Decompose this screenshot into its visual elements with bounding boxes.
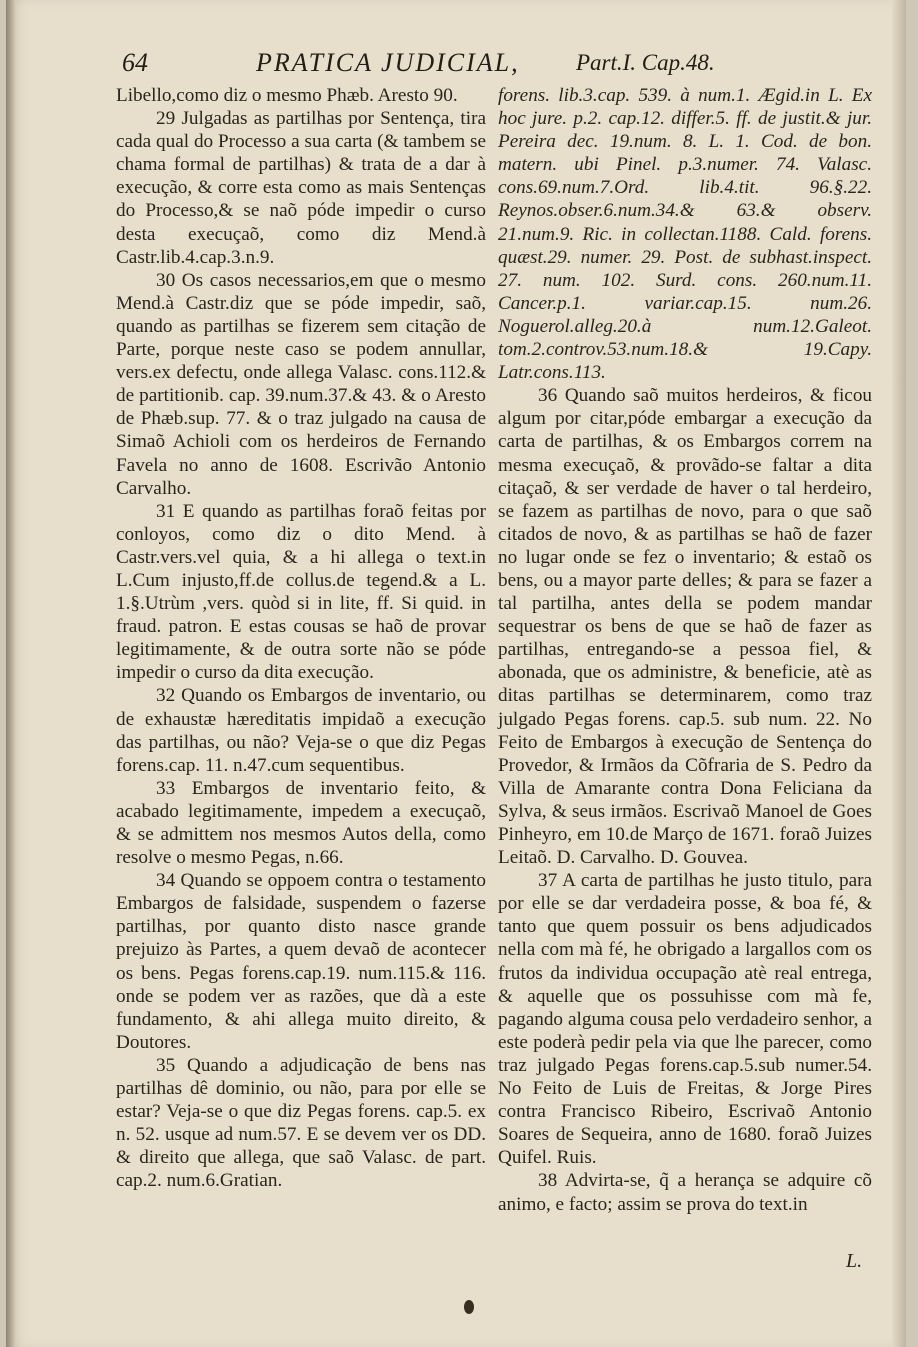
page-number: 64: [122, 48, 148, 77]
paragraph-29: [116, 107, 486, 269]
paragraph-continued: [116, 84, 486, 107]
part-chapter: Part.I. Cap.48.: [576, 50, 715, 75]
paragraph-text: Julgadas as partilhas por Sentença, tira cada qual do Processo a sua carta (& tambem se chama formal de partilhas) & trata de a dar à execução, & corre esta como as mais Sentenças do Processo,& se naõ póde impedir o curso desta execuçaõ, como diz Mend.à Castr.lib.4.cap.3.n.9.: [116, 108, 486, 268]
book-page: [6, 0, 906, 1347]
paragraph-text: Quando os Embargos de inventario, ou de exhaustæ hæreditatis impidaõ a execução das partilhas, ou não? Veja-se o que diz Pegas forens.cap. 11. n.47.cum sequentibus.: [116, 685, 486, 776]
paragraph-37: [498, 869, 872, 1169]
paragraph-number: 36: [538, 385, 558, 407]
paragraph-34: [116, 869, 486, 1054]
paragraph-number: 35: [156, 1054, 176, 1076]
paragraph-33: [116, 777, 486, 869]
paragraph-number: 32: [156, 685, 176, 707]
ink-blot: [464, 1300, 474, 1314]
paragraph-text: Os casos necessarios,em que o mesmo Mend.à Castr.diz que se póde impedir, saõ, quando as partilhas se fizerem sem citação de Parte, porque neste caso se podem annullar, vers.ex defectu, onde allega Valasc. cons.112.& de partitionib. cap. 39.num.37.& 43. & o Aresto de Phæb.sup. 77. & o traz julgado na causa de Simaõ Achioli com os herdeiros de Fernando Favela no anno de 1608. Escrivão Antonio Carvalho.: [116, 269, 486, 499]
paragraph-text: Embargos de inventario feito, & acabado legitimamente, impedem a execuçaõ, & se admittem nos mesmos Autos della, como resolve o mesmo Pegas, n.66.: [116, 777, 486, 869]
binding-gutter: [6, 0, 16, 1347]
paragraph-38: [498, 1169, 872, 1215]
paragraph-31: [116, 500, 486, 685]
paragraph-text: E quando as partilhas foraõ feitas por conloyos, como diz o dito Mend. à Castr.vers.vel quia, & a hi allega o text.in L.Cum injusto,ff.de collus.de tegend.& a L. 1.§.Utrùm ,vers. quòd si in lite, ff. Si quid. in fraud. patron. E estas cousas se haõ de provar legitimamente, & de outra sorte não se póde impedir o curso da dita execução.: [116, 500, 486, 684]
paragraph-text: Libello,como diz o mesmo Phæb. Aresto 90.: [116, 85, 458, 106]
paragraph-text: A carta de partilhas he justo titulo, para por elle se dar verdadeira posse, & boa fé, & tanto que quem possuir os bens adjudicados nella com mà fé, he obrigado a largallos com os frutos da individua occupação atè real entrega, & aquelle que os possuhisse com mà fe, pagando alguma cousa pelo verdadeiro senhor, a este poderà pedir pela via que lhe parecer, como traz julgado Pegas forens.cap.5.sub numer.54. No Feito de Luis de Freitas, & Jorge Pires contra Francisco Ribeiro, Escrivaõ Antonio Soares de Sequeira, anno de 1680. foraõ Juizes Quifel. Ruis.: [498, 870, 872, 1169]
paragraph-number: 29: [156, 108, 176, 130]
right-column: [498, 84, 872, 1216]
paragraph-text: Advirta-se, q̃ a herança se adquire cõ animo, e facto; assim se prova do text.in: [498, 1170, 872, 1215]
citation-block: [498, 84, 872, 384]
paragraph-text: forens. lib.3.cap. 539. à num.1. Ægid.in L. Ex hoc jure. p.2. cap.12. differ.5. ff. de justit.& jur. Pereira dec. 19.num. 8. L. 1. Cod. de bon. matern. ubi Pinel. p.3.numer. 74. Valasc. cons.69.num.7.Ord. lib.4.tit. 96.§.22. Reynos.obser.6.num.34.& 63.& observ. 21.num.9. Ric. in collectan.1188. Cald. forens. quæst.29. numer. 29. Post. de subhast.inspect. 27. num. 102. Surd. cons. 260.num.11. Cancer.p.1. variar.cap.15. num.26. Noguerol.alleg.20.à num.12.Galeot. tom.2.controv.53.num.18.& 19.Capy. Latr.cons.113.: [498, 85, 872, 384]
paragraph-number: 34: [156, 870, 176, 892]
paragraph-text: Quando saõ muitos herdeiros, & ficou algum por citar,póde embargar a execução da carta de partilhas, & os Embargos correm na mesma execuçaõ, & provãdo-se faltar a dita citaçaõ, & ser verdade de haver o tal herdeiro, se fazem as partilhas de novo, para o que saõ citados de novo, & as partilhas se haõ de fazer no lugar onde se fez o inventario; & estaõ os bens, ou a mayor parte delles; & para se fazer a tal partilha, antes della se podem mandar sequestrar os bens de que se haõ de fazer as partilhas, entregando-se a pessoa fiel, & abonada, que os administre, & beneficie, atè as ditas partilhas se determinarem, como traz julgado Pegas forens. cap.5. sub num. 22. No Feito de Embargos à execução de Sentença do Provedor, & Irmãos da Cõfraria de S. Pedro da Villa de Amarante contra Dona Feliciana da Sylva, & seus irmãos. Escrivaõ Manoel de Goes Pinheyro, em 10.de Março de 1671. foraõ Juizes Leitaõ. D. Carvalho. D. Gouvea.: [498, 385, 873, 869]
paragraph-number: 31: [156, 500, 176, 522]
left-column: [116, 84, 486, 1193]
paragraph-number: 30: [156, 269, 176, 291]
paragraph-30: [116, 269, 486, 500]
paragraph-number: 38: [538, 1170, 558, 1192]
catchword: L.: [846, 1250, 863, 1272]
paragraph-36: [498, 384, 872, 869]
paragraph-text: Quando a adjudicação de bens nas partilhas dê dominio, ou não, para por elle se estar? Veja-se o que diz Pegas forens. cap.5. ex n. 52. usque ad num.57. E se devem ver os DD. & direito que allega, que saõ Valasc. de part. cap.2. num.6.Gratian.: [116, 1054, 486, 1192]
page-edge: [892, 0, 906, 1347]
running-header: [116, 44, 876, 88]
paragraph-text: Quando se oppoem contra o testamento Embargos de falsidade, suspendem o fazerse partilhas, por quanto disto nasce grande prejuizo às Partes, a quem devaõ de acontecer os bens. Pegas forens.cap.19. num.115.& 116. onde se podem ver as razões, que dà a este fundamento, & ahi allega muito direito, & Doutores.: [116, 870, 487, 1053]
paragraph-32: [116, 684, 486, 776]
running-title: PRATICA JUDICIAL,: [256, 48, 520, 77]
paragraph-number: 37: [538, 870, 558, 892]
paragraph-35: [116, 1054, 486, 1193]
paragraph-number: 33: [156, 777, 176, 799]
